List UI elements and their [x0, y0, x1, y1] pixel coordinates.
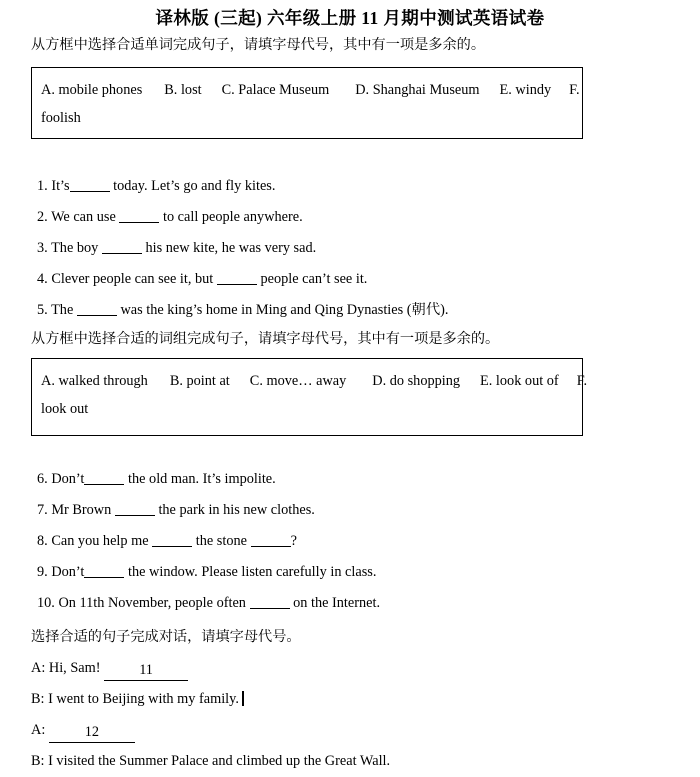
question-4-after: people can’t see it. — [260, 271, 368, 287]
question-1-blank[interactable] — [70, 191, 110, 192]
phrase-option-box — [31, 358, 588, 436]
question-10-before: On 11th November, people often — [58, 595, 246, 611]
dialogue-line-a2 — [31, 721, 135, 743]
question-3-after: his new kite, he was very sad. — [145, 240, 317, 256]
word-option-d: D. Shanghai Museum — [355, 82, 480, 98]
dialogue-a1-speaker: A: Hi, Sam! — [31, 660, 101, 676]
word-option-a: A. mobile phones — [41, 82, 143, 98]
question-6-before: Don’t — [51, 471, 85, 487]
dialogue-a2-speaker: A: — [31, 722, 46, 738]
section1-instruction: 从方框中选择合适单词完成句子，请填字母代号，其中有一项是多余的。 — [31, 37, 486, 53]
question-5-after: was the king’s home in Ming and Qing Dynasties (朝代). — [120, 302, 449, 318]
question-6-number: 6. — [37, 471, 48, 487]
question-1-number: 1. — [37, 178, 48, 194]
phrase-option-b: B. point at — [169, 373, 230, 389]
word-option-e: E. windy — [499, 82, 552, 98]
word-option-box — [31, 67, 583, 139]
word-option-row-2 — [41, 105, 582, 133]
dialogue-line-b1 — [31, 690, 244, 709]
question-3-number: 3. — [37, 240, 48, 256]
question-5-number: 5. — [37, 302, 48, 318]
question-3 — [37, 239, 316, 258]
question-10-blank[interactable] — [250, 608, 290, 609]
question-2 — [37, 208, 303, 227]
question-1-before: It’s — [51, 178, 70, 194]
word-option-f-label: F. — [569, 82, 580, 98]
question-8-number: 8. — [37, 533, 48, 549]
dialogue-line-b2 — [31, 752, 390, 771]
question-7 — [37, 501, 315, 520]
question-9 — [37, 563, 376, 582]
text-cursor — [242, 691, 244, 706]
question-2-before: We can use — [51, 209, 116, 225]
question-8-after: ? — [290, 533, 297, 549]
phrase-option-a: A. walked through — [41, 373, 148, 389]
question-6-blank[interactable] — [84, 484, 124, 485]
question-8-blank-2[interactable] — [251, 546, 291, 547]
dialogue-blank-12[interactable]: 12 — [49, 723, 135, 743]
question-5 — [37, 301, 448, 320]
question-10-after: on the Internet. — [293, 595, 381, 611]
question-10 — [37, 594, 380, 613]
word-option-c: C. Palace Museum — [221, 82, 330, 98]
question-1 — [37, 177, 275, 196]
question-7-blank[interactable] — [115, 515, 155, 516]
phrase-option-row-1 — [41, 368, 588, 396]
question-4 — [37, 270, 367, 289]
question-9-after: the window. Please listen carefully in class. — [128, 564, 377, 580]
section3-instruction: 选择合适的句子完成对话，请填字母代号。 — [31, 629, 301, 645]
question-1-after: today. Let’s go and fly kites. — [113, 178, 276, 194]
question-7-number: 7. — [37, 502, 48, 518]
question-8-before: Can you help me — [51, 533, 149, 549]
question-5-before: The — [51, 302, 74, 318]
question-2-blank[interactable] — [119, 222, 159, 223]
question-2-number: 2. — [37, 209, 48, 225]
question-8 — [37, 532, 297, 551]
word-option-f-text: foolish — [41, 109, 81, 126]
question-4-before: Clever people can see it, but — [51, 271, 214, 287]
question-3-blank[interactable] — [102, 253, 142, 254]
dialogue-blank-11[interactable]: 11 — [104, 661, 188, 681]
page-title: 译林版 (三起) 六年级上册 11 月期中测试英语试卷 — [155, 8, 545, 28]
question-6 — [37, 470, 276, 489]
section2-instruction: 从方框中选择合适的词组完成句子，请填字母代号，其中有一项是多余的。 — [31, 331, 500, 347]
question-4-number: 4. — [37, 271, 48, 287]
word-option-b: B. lost — [164, 82, 202, 98]
phrase-option-e: E. look out of — [480, 373, 559, 389]
question-2-after: to call people anywhere. — [162, 209, 303, 225]
question-10-number: 10. — [37, 595, 55, 611]
phrase-option-f-text: look out — [41, 400, 89, 417]
question-8-blank-1[interactable] — [152, 546, 192, 547]
question-6-after: the old man. It’s impolite. — [128, 471, 276, 487]
question-8-middle: the stone — [195, 533, 247, 549]
question-5-blank[interactable] — [77, 315, 117, 316]
question-9-before: Don’t — [51, 564, 85, 580]
dialogue-b2-text: B: I visited the Summer Palace and climbed up the Great Wall. — [31, 753, 391, 769]
phrase-option-d: D. do shopping — [372, 373, 461, 389]
question-7-after: the park in his new clothes. — [158, 502, 315, 518]
question-3-before: The boy — [51, 240, 99, 256]
question-7-before: Mr Brown — [51, 502, 112, 518]
phrase-option-c: C. move… away — [249, 373, 347, 389]
question-4-blank[interactable] — [217, 284, 257, 285]
phrase-option-row-2 — [41, 396, 582, 424]
question-9-number: 9. — [37, 564, 48, 580]
dialogue-line-a1 — [31, 659, 188, 681]
word-option-row-1 — [41, 77, 582, 105]
phrase-option-f-label: F. — [576, 373, 588, 389]
dialogue-b1-text: B: I went to Beijing with my family. — [31, 691, 239, 707]
question-9-blank[interactable] — [84, 577, 124, 578]
